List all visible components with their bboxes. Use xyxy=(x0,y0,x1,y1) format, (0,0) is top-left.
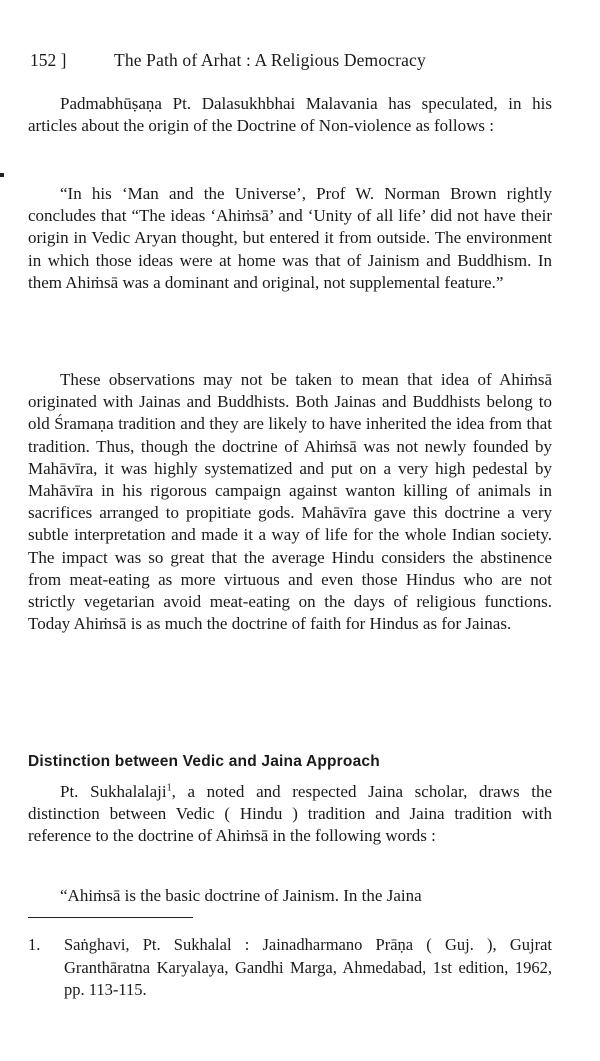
footnote-divider xyxy=(28,917,193,918)
intro-paragraph: Padmabhūṣaṇa Pt. Dalasukhbhai Malavania has speculated, in his articles about the origin of the Doctrine of Non-violence as follows : xyxy=(28,94,552,136)
footnote-number: 1. xyxy=(28,935,41,954)
page-number: 152 ] xyxy=(30,50,67,70)
running-title: The Path of Arhat : A Religious Democracy xyxy=(114,50,426,70)
quote-paragraph: “In his ‘Man and the Universe’, Prof W. Norman Brown rightly concludes that “The ideas ‘Ahiṁsā’ and ‘Unity of all life’ did not have their origin in Vedic Aryan thought, but entered it from outside. The environment in which those ideas were at home was that of Jainism and Buddhism. In them Ahiṁsā was a dominant and original, not supplemental feature.” xyxy=(28,184,552,292)
scan-speck xyxy=(0,173,4,177)
section-paragraph xyxy=(28,781,552,848)
quote-start-paragraph: “Ahiṁsā is the basic doctrine of Jainism. In the Jaina xyxy=(60,886,422,905)
section-paragraph-text: , a noted and respected Jaina scholar, draws the distinction between Vedic ( Hindu ) tradition and Jaina tradition with reference to the doctrine of Ahiṁsā in the following words : xyxy=(28,782,552,846)
body-paragraph: These observations may not be taken to mean that idea of Ahiṁsā originated with Jainas and Buddhists. Both Jainas and Buddhists belong to old Śramaṇa tradition and they are likely to have inherited the idea from that tradition. Thus, though the doctrine of Ahiṁsā was not newly founded by Mahāvīra, it was highly systematized and put on a very high pedestal by Mahāvīra in his rigorous campaign against wanton killing of animals in sacrifices arranged to propitiate gods. Mahāvīra gave this doctrine a very subtle interpretation and made it a way of life for the whole Indian society. The impact was so great that the average Hindu considers the abstinence from meat-eating as more virtuous and even those Hindus who are not strictly vegetarian avoid meat-eating on the days of religious functions. Today Ahiṁsā is as much the doctrine of faith for Hindus as for Jainas. xyxy=(28,370,552,634)
footnote-reference: 1 xyxy=(166,782,172,794)
scholar-name: Pt. Sukhalalaji xyxy=(60,782,167,801)
footnote xyxy=(28,934,552,1002)
section-heading: Distinction between Vedic and Jaina Approach xyxy=(28,753,380,770)
running-header xyxy=(30,50,550,78)
footnote-text: Saṅghavi, Pt. Sukhalal : Jainadharmano Prāṇa ( Guj. ), Gujrat Granthāratna Karyalaya, Gandhi Marga, Ahmedabad, 1st edition, 1962, pp. 113-115. xyxy=(64,935,552,999)
